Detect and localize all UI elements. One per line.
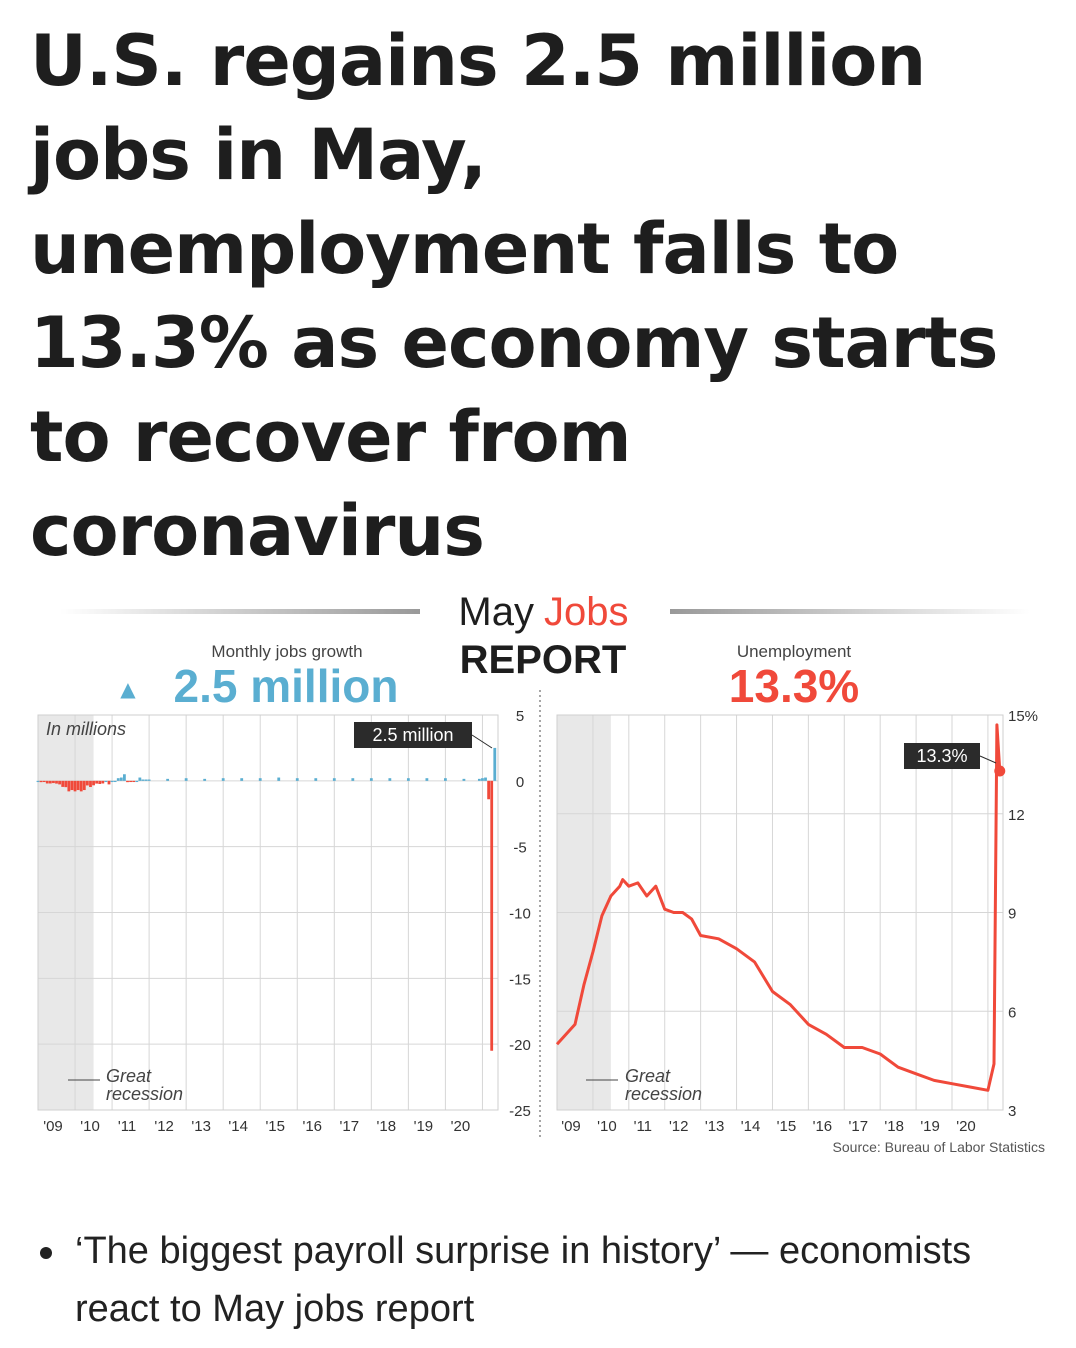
jobs-bar [111, 781, 114, 782]
x-tick-label: '17 [339, 1118, 360, 1135]
report-title-may: May [458, 590, 534, 634]
jobs-bar [108, 781, 111, 785]
left-subtitle: Monthly jobs growth [211, 642, 363, 661]
left-callout-label: 2.5 million [372, 725, 454, 745]
jobs-bar [74, 781, 77, 792]
jobs-bar [463, 779, 466, 781]
jobs-bar [83, 781, 86, 790]
jobs-bar [40, 781, 43, 782]
x-tick-label: '16 [302, 1118, 323, 1135]
jobs-bar [49, 781, 52, 784]
y-tick-label: -25 [509, 1103, 531, 1120]
right-subtitle: Unemployment [736, 642, 852, 661]
left-headline-value: 2.5 million [173, 660, 399, 712]
x-tick-label: '18 [376, 1118, 397, 1135]
jobs-report-graphic [0, 580, 1076, 1180]
jobs-bar [126, 781, 129, 782]
jobs-report-svg [0, 580, 1076, 1180]
y-tick-label: 9 [1008, 905, 1017, 923]
jobs-bar [145, 780, 148, 781]
jobs-bar [351, 778, 354, 781]
jobs-bar [95, 781, 98, 784]
jobs-bar [71, 781, 74, 790]
jobs-growth-chart [37, 708, 531, 1135]
x-tick-label: '14 [740, 1118, 761, 1135]
x-tick-label: '09 [43, 1118, 63, 1135]
jobs-bar [138, 778, 141, 781]
x-tick-label: '12 [668, 1118, 689, 1135]
y-tick-label: 3 [1008, 1103, 1017, 1120]
recession-label-line2: recession [106, 1084, 184, 1104]
x-tick-label: '19 [413, 1118, 434, 1135]
jobs-bar [64, 781, 67, 787]
jobs-bar [277, 778, 280, 781]
x-tick-label: '20 [450, 1118, 471, 1135]
jobs-bar [129, 781, 132, 782]
x-tick-label: '10 [80, 1118, 100, 1135]
jobs-bar [222, 778, 225, 781]
x-tick-label: '17 [848, 1118, 869, 1135]
jobs-bar [77, 781, 80, 790]
jobs-bar [135, 781, 138, 782]
jobs-bar [142, 780, 145, 781]
source-note: Source: Bureau of Labor Statistics [832, 1139, 1045, 1155]
x-tick-label: '11 [633, 1118, 653, 1135]
x-tick-label: '18 [884, 1118, 904, 1135]
jobs-bar [89, 781, 92, 787]
x-tick-label: '16 [812, 1118, 833, 1135]
jobs-bar [37, 781, 40, 782]
recession-label-line1: Great [106, 1066, 152, 1086]
related-article-text[interactable]: ‘The biggest payroll surprise in history’ — economists react to May jobs report [75, 1230, 972, 1330]
jobs-bar [490, 781, 493, 1051]
x-tick-label: '10 [597, 1118, 617, 1135]
jobs-bar [46, 781, 49, 784]
jobs-bar [487, 781, 490, 799]
jobs-bar [61, 781, 64, 787]
right-headline-value: 13.3% [728, 660, 860, 712]
jobs-bar [104, 781, 107, 782]
x-tick-label: '13 [191, 1118, 211, 1135]
jobs-bar [484, 778, 487, 781]
y-tick-label: -5 [513, 839, 527, 857]
jobs-bar [101, 781, 104, 784]
x-tick-label: '20 [956, 1118, 976, 1135]
x-tick-label: '15 [776, 1118, 797, 1135]
jobs-bar [166, 779, 169, 781]
y-tick-label: 12 [1008, 806, 1025, 824]
jobs-bar [493, 748, 496, 781]
right-callout-label: 13.3% [916, 746, 968, 766]
x-tick-label: '13 [704, 1118, 725, 1135]
y-tick-label: -20 [509, 1037, 531, 1055]
jobs-bar [55, 781, 58, 784]
jobs-bar [481, 778, 484, 781]
jobs-bar [120, 778, 123, 781]
jobs-bar [114, 781, 117, 782]
headline[interactable]: U.S. regains 2.5 million jobs in May, unemployment falls to 13.3% as economy starts to recover from coronavirus [30, 20, 998, 572]
jobs-bar [370, 778, 373, 781]
report-title-jobs: Jobs [544, 590, 629, 634]
jobs-bar [259, 778, 262, 781]
related-article-link[interactable] [40, 1222, 1050, 1338]
x-tick-label: '19 [920, 1118, 940, 1135]
jobs-bar [86, 781, 89, 786]
report-title-report: REPORT [459, 638, 627, 682]
jobs-bar [58, 781, 61, 785]
recession-label-line1: Great [625, 1066, 671, 1086]
jobs-bar [43, 781, 46, 782]
y-tick-label: -15 [509, 971, 531, 989]
x-tick-label: '12 [154, 1118, 174, 1135]
up-arrow-icon: ▲ [120, 677, 136, 701]
y-tick-label: 15% [1008, 708, 1039, 725]
jobs-bar [407, 778, 410, 781]
y-tick-label: 0 [515, 773, 525, 791]
recession-label-line2: recession [625, 1084, 703, 1104]
jobs-bar [52, 781, 55, 783]
header-rule-left [60, 609, 420, 614]
jobs-bar [444, 778, 447, 781]
jobs-bar [425, 778, 428, 781]
jobs-bar [185, 778, 188, 781]
jobs-bar [123, 774, 126, 781]
jobs-bar [478, 779, 481, 781]
x-tick-label: '14 [228, 1118, 248, 1135]
jobs-bar [333, 778, 336, 781]
jobs-bar [132, 781, 135, 782]
jobs-bar [98, 781, 101, 784]
unemployment-line [557, 725, 1000, 1090]
jobs-bar [117, 778, 120, 781]
header-rule-right [670, 609, 1030, 614]
jobs-bar [314, 778, 317, 781]
y-tick-label: -10 [509, 905, 531, 923]
jobs-bar [67, 781, 70, 792]
jobs-bar [80, 781, 83, 792]
x-tick-label: '09 [561, 1118, 581, 1135]
y-tick-label: 6 [1008, 1004, 1017, 1022]
jobs-bar [148, 780, 151, 781]
jobs-bar [388, 778, 391, 781]
y-tick-label: 5 [515, 708, 525, 725]
jobs-bar [240, 778, 243, 781]
jobs-bar [296, 778, 299, 781]
jobs-bar [203, 779, 206, 781]
latest-point [994, 765, 1005, 776]
unit-note: In millions [46, 719, 127, 739]
unemployment-chart [557, 708, 1038, 1135]
jobs-bar [92, 781, 95, 785]
x-tick-label: '11 [117, 1118, 137, 1135]
x-tick-label: '15 [265, 1118, 286, 1135]
bullet-icon [40, 1247, 52, 1259]
